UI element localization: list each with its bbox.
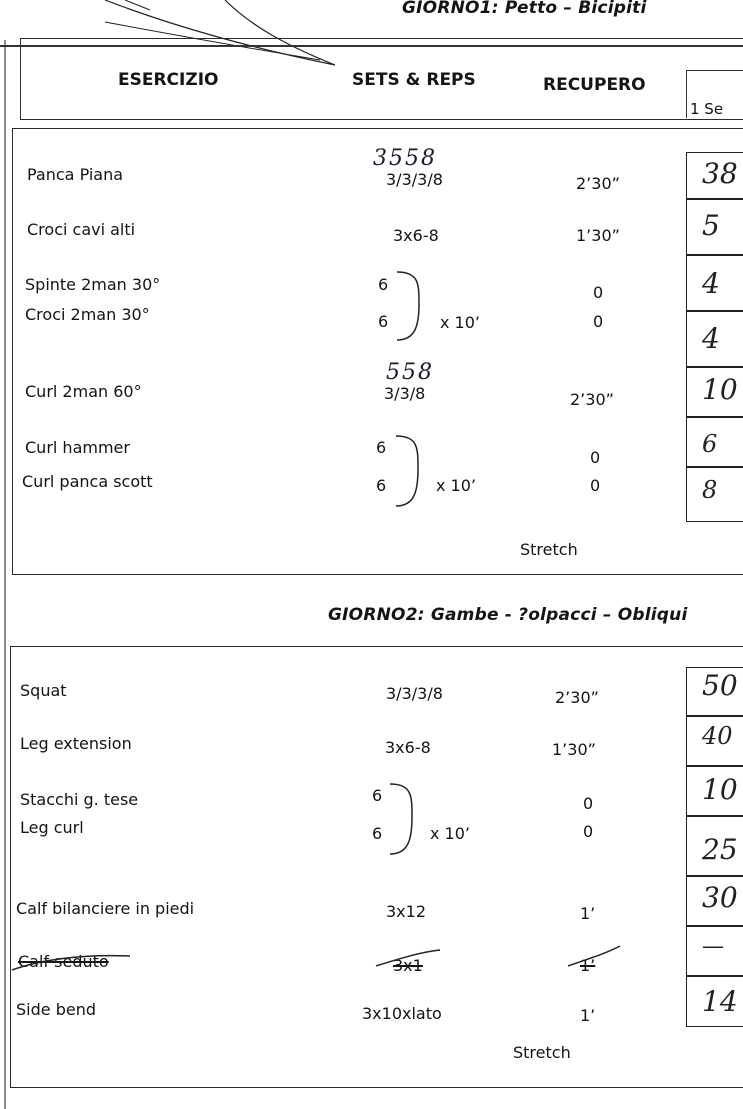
d1-ex-1: Croci cavi alti: [27, 220, 136, 239]
d2-ex-3: Leg curl: [20, 818, 84, 837]
d2-ex-5: Calf seduto: [18, 952, 109, 971]
d2-sr-0: 3/3/3/8: [386, 684, 443, 703]
day2-title: GIORNO2: Gambe - ?olpacci – Obliqui: [328, 605, 688, 625]
d2-rec-3: 0: [583, 822, 594, 841]
d2-ex-2: Stacchi g. tese: [20, 790, 139, 809]
d2-brace: [386, 782, 426, 856]
header-recovery: RECUPERO: [543, 75, 646, 95]
header-sets-reps: SETS & REPS: [352, 70, 476, 90]
d1-sr-5: 6: [376, 438, 387, 457]
d1-rec-1: 1’30”: [576, 226, 620, 245]
d1-ex-6: Curl panca scott: [22, 472, 153, 491]
d2-ex-4: Calf bilanciere in piedi: [16, 899, 195, 918]
d1-hand-0: 3558: [373, 146, 437, 171]
d1-sr-3: 6: [378, 312, 389, 331]
d2-sr-6: 3x10xlato: [362, 1004, 442, 1023]
d1-rec-2: 0: [593, 283, 604, 302]
d1-brace-2: [392, 434, 432, 508]
d1-hand-4: 558: [386, 360, 434, 385]
d2-sr-5: 3x1: [393, 956, 423, 975]
d1-sr-6: 6: [376, 476, 387, 495]
d2-sr-1: 3x6-8: [385, 738, 431, 757]
d1-ex-5: Curl hammer: [25, 438, 130, 457]
d1-weight-0: 38: [702, 157, 738, 190]
d1-rec-6: 0: [590, 476, 601, 495]
d1-ex-3: Croci 2man 30°: [25, 305, 150, 324]
d2-rec-5: 1’: [580, 956, 596, 975]
d1-rec-5: 0: [590, 448, 601, 467]
day1-title: GIORNO1: Petto – Bicipiti: [402, 0, 647, 18]
header-exercise: ESERCIZIO: [118, 70, 219, 90]
d2-superset: x 10’: [430, 824, 470, 843]
d2-sr-4: 3x12: [386, 902, 427, 921]
d1-weight-4: 10: [702, 373, 738, 406]
d1-weight-3: 4: [702, 322, 720, 355]
d2-weight-0: 50: [702, 669, 738, 702]
d2-weight-6: 14: [702, 985, 738, 1018]
d2-rec-6: 1’: [580, 1006, 596, 1025]
d2-strike-marks: [0, 940, 743, 980]
d1-superset-1: x 10’: [440, 313, 480, 332]
d2-weight-2: 10: [702, 773, 738, 806]
d1-sr-1: 3x6-8: [393, 226, 439, 245]
d2-ex-0: Squat: [20, 681, 67, 700]
day1-table: [12, 128, 743, 575]
d1-stretch: Stretch: [520, 540, 578, 559]
d2-weight-5: —: [702, 934, 724, 959]
d1-superset-2: x 10’: [436, 476, 476, 495]
header-left-edge: [20, 38, 21, 118]
d2-weight-1: 40: [702, 722, 733, 750]
d1-sr-2: 6: [378, 275, 389, 294]
d1-brace-1: [393, 270, 433, 342]
d1-rec-0: 2’30”: [576, 174, 620, 193]
d1-weight-1: 5: [702, 209, 720, 242]
d1-rec-3: 0: [593, 312, 604, 331]
d2-rec-0: 2’30”: [555, 688, 599, 707]
d2-stretch: Stretch: [513, 1043, 571, 1062]
d2-rec-4: 1’: [580, 904, 596, 923]
header-weight-divider: [686, 70, 687, 118]
d2-rec-2: 0: [583, 794, 594, 813]
d1-weight-5: 6: [702, 430, 718, 458]
d2-weight-4: 30: [702, 881, 738, 914]
d1-ex-2: Spinte 2man 30°: [25, 275, 161, 294]
d1-ex-0: Panca Piana: [27, 165, 124, 184]
d2-ex-6: Side bend: [16, 1000, 96, 1019]
d2-ex-1: Leg extension: [20, 734, 132, 753]
header-weight-partial: 1 Se: [690, 100, 724, 118]
d1-weight-6: 8: [702, 476, 718, 504]
d1-sr-0: 3/3/3/8: [386, 170, 443, 189]
d2-rec-1: 1’30”: [552, 740, 596, 759]
d1-weight-2: 4: [702, 267, 720, 300]
d2-sr-2: 6: [372, 786, 383, 805]
header-weight-top: [686, 70, 743, 71]
d1-rec-4: 2’30”: [570, 390, 614, 409]
d1-ex-4: Curl 2man 60°: [25, 382, 142, 401]
d2-weight-3: 25: [702, 833, 738, 866]
d1-sr-4: 3/3/8: [384, 384, 426, 403]
d2-sr-3: 6: [372, 824, 383, 843]
